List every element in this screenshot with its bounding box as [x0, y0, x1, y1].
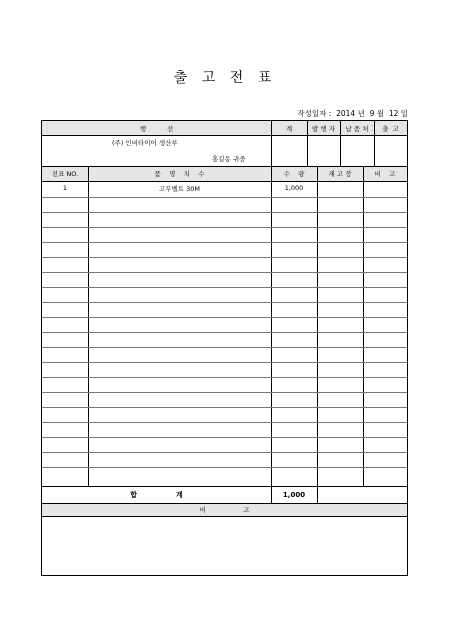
row-line	[42, 257, 407, 258]
column-remarks: 비 고	[374, 170, 396, 178]
destination-recipient: 홍길동 귀중	[212, 155, 246, 163]
row-line	[42, 287, 407, 288]
destination-company: (주) 인비타이어 생산부	[112, 139, 178, 147]
divider	[88, 166, 89, 486]
total-quantity: 1,000	[282, 490, 306, 499]
total-header: 계	[285, 124, 293, 133]
row-line	[42, 392, 407, 393]
row-line	[42, 272, 407, 273]
row-warehouse	[317, 181, 363, 195]
row-line	[42, 377, 407, 378]
row-slip-no: 1	[62, 184, 68, 192]
remarks-label: 비 고	[199, 506, 250, 514]
row-line	[42, 212, 407, 213]
receiver-header: 납 품 처	[345, 124, 369, 133]
row-line	[42, 317, 407, 318]
date-prefix: 작성일자 :	[297, 109, 332, 118]
row-line	[42, 347, 407, 348]
row-item: 고무벨트 30M	[158, 184, 201, 193]
row-quantity: 1,000	[284, 184, 304, 192]
column-slip-no: 전표 NO.	[51, 170, 79, 178]
row-line	[42, 467, 407, 468]
row-remarks	[363, 181, 407, 195]
shipping-header: 출 고	[382, 124, 399, 133]
sender-header: 발 행 자	[312, 124, 335, 133]
row-line	[42, 332, 407, 333]
date-month: 9	[369, 109, 375, 118]
row-line	[42, 452, 407, 453]
remarks-content	[42, 517, 407, 575]
column-item: 품 명 치 수	[154, 170, 205, 178]
date-year: 2014	[336, 109, 356, 118]
row-line	[42, 437, 407, 438]
date-year-unit: 년	[357, 109, 365, 118]
shipping-slip-form	[41, 120, 408, 576]
row-line	[42, 197, 407, 198]
column-quantity: 수 량	[283, 170, 305, 178]
row-line	[42, 242, 407, 243]
issue-date	[297, 108, 408, 119]
row-line	[42, 362, 407, 363]
row-line	[42, 302, 407, 303]
date-month-unit: 월	[376, 109, 385, 118]
total-label: 합 계	[130, 490, 183, 499]
page-title: 출 고 전 표	[173, 70, 277, 86]
row-line	[42, 227, 407, 228]
column-warehouse: 재 고 장	[328, 170, 352, 178]
divider	[42, 135, 407, 136]
date-day: 12	[388, 109, 399, 118]
date-day-unit: 일	[400, 109, 408, 118]
row-line	[42, 422, 407, 423]
destination-header: 행 선	[139, 124, 174, 133]
row-line	[42, 407, 407, 408]
divider	[363, 166, 364, 486]
